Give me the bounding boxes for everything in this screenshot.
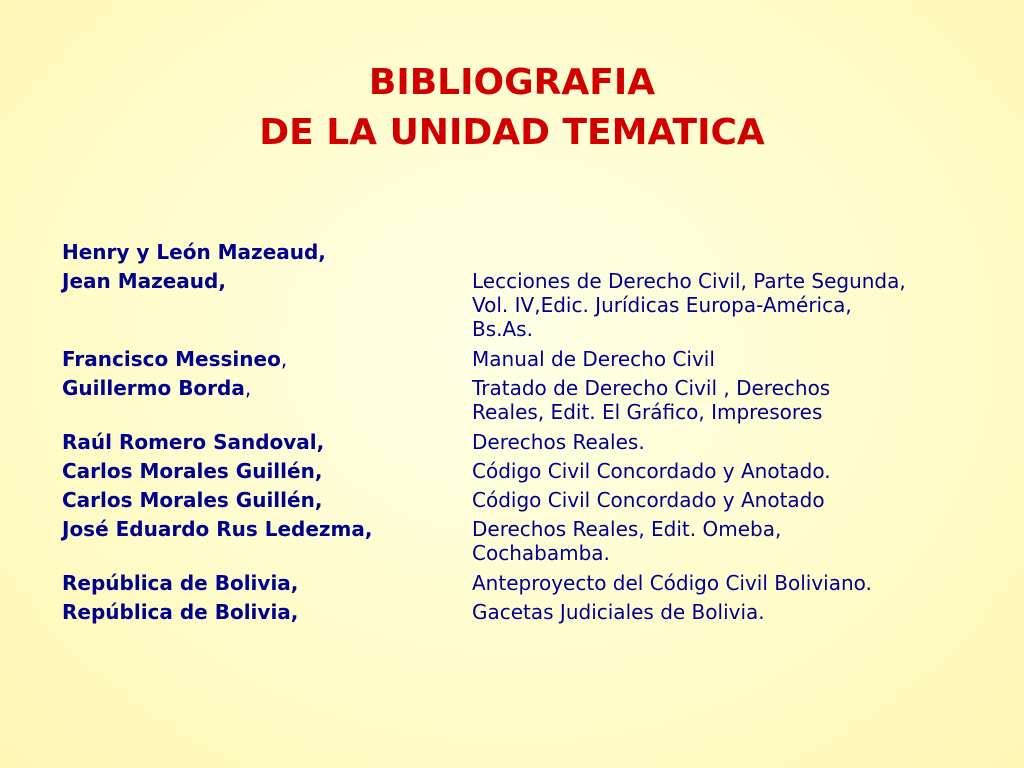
author-name: José Eduardo Rus Ledezma, <box>62 517 373 541</box>
slide-title <box>0 58 1024 158</box>
entry-author <box>62 376 472 424</box>
entry-author <box>62 571 472 595</box>
author-name: Henry y León Mazeaud, <box>62 240 326 264</box>
entry-work: Gacetas Judiciales de Bolivia. <box>472 600 765 624</box>
title-line-1: BIBLIOGRAFIA <box>368 62 656 103</box>
author-name: Raúl Romero Sandoval, <box>62 430 325 454</box>
author-name: Guillermo Borda <box>62 376 245 400</box>
bibliography-entry <box>62 347 982 371</box>
entry-work: Derechos Reales, Edit. Omeba, Cochabamba. <box>472 517 782 565</box>
bibliography-entry <box>62 430 982 454</box>
entry-work: Manual de Derecho Civil <box>472 347 715 371</box>
entry-author <box>62 347 472 371</box>
bibliography-list <box>62 240 982 629</box>
entry-work <box>472 240 982 264</box>
author-name: Francisco Messineo <box>62 347 281 371</box>
entry-author <box>62 488 472 512</box>
bibliography-entry <box>62 600 982 624</box>
bibliography-entry <box>62 517 982 565</box>
bibliography-entry <box>62 269 982 341</box>
entry-author <box>62 517 472 565</box>
author-separator: , <box>244 376 252 400</box>
entry-work: Código Civil Concordado y Anotado <box>472 488 825 512</box>
author-name: República de Bolivia, <box>62 571 299 595</box>
entry-work: Lecciones de Derecho Civil, Parte Segunda, Vol. IV,Edic. Jurídicas Europa-América, Bs.As. <box>472 269 906 341</box>
author-name: República de Bolivia, <box>62 600 299 624</box>
entry-work: Anteproyecto del Código Civil Boliviano. <box>472 571 872 595</box>
entry-work: Código Civil Concordado y Anotado. <box>472 459 831 483</box>
bibliography-entry <box>62 240 982 264</box>
entry-work: Derechos Reales. <box>472 430 645 454</box>
author-name: Jean Mazeaud, <box>62 269 226 293</box>
entry-author <box>62 269 472 341</box>
title-line-2: DE LA UNIDAD TEMATICA <box>259 112 765 153</box>
entry-author <box>62 430 472 454</box>
entry-author <box>62 240 472 264</box>
entry-work: Tratado de Derecho Civil , Derechos Reales, Edit. El Gráfico, Impresores <box>472 376 831 424</box>
bibliography-entry <box>62 488 982 512</box>
bibliography-entry <box>62 376 982 424</box>
bibliography-entry <box>62 459 982 483</box>
entry-author <box>62 459 472 483</box>
entry-author <box>62 600 472 624</box>
author-name: Carlos Morales Guillén, <box>62 459 323 483</box>
bibliography-entry <box>62 571 982 595</box>
author-name: Carlos Morales Guillén, <box>62 488 323 512</box>
author-separator: , <box>280 347 288 371</box>
